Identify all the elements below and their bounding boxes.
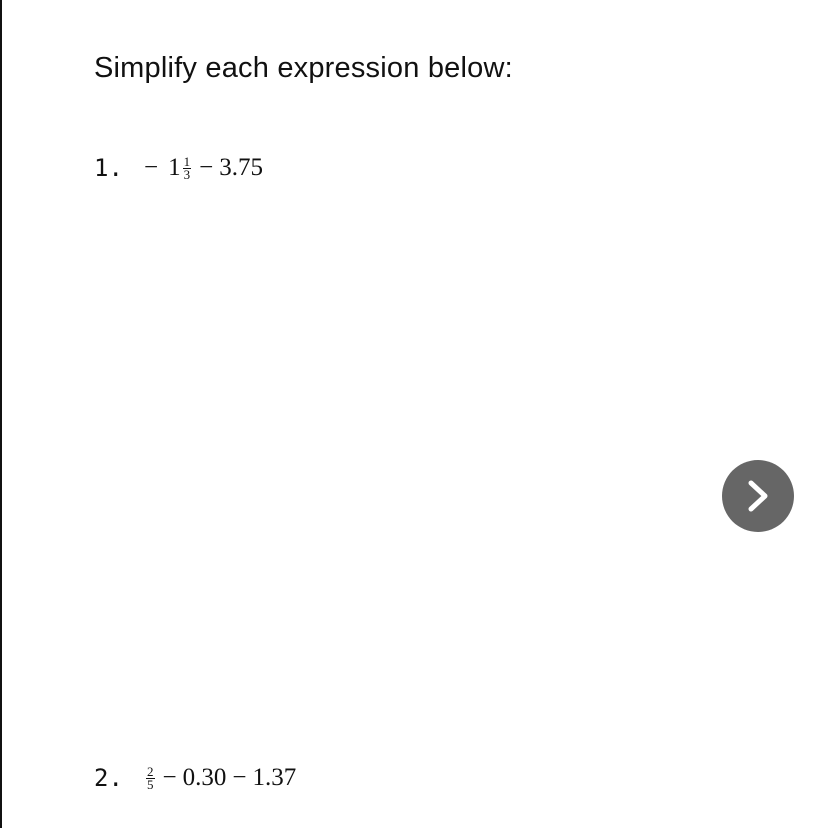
fraction xyxy=(146,763,155,792)
minus-operator: − xyxy=(232,764,247,791)
problem-2 xyxy=(94,764,296,792)
minus-sign: − xyxy=(144,154,159,181)
decimal-term: 3.75 xyxy=(219,154,263,181)
decimal-term: 0.30 xyxy=(182,764,227,791)
problem-number: 2. xyxy=(94,764,123,792)
problem-number: 1. xyxy=(94,154,123,182)
fraction-numerator: 1 xyxy=(183,153,191,169)
instructions-heading: Simplify each expression below: xyxy=(94,52,513,84)
problem-expression xyxy=(144,764,296,792)
fraction xyxy=(183,153,192,182)
fraction-denominator: 5 xyxy=(147,776,154,792)
decimal-term: 1.37 xyxy=(252,764,297,791)
next-button[interactable] xyxy=(722,460,794,532)
whole-number: 1 xyxy=(168,154,181,181)
chevron-right-icon xyxy=(743,478,773,514)
minus-operator: − xyxy=(162,764,177,791)
fraction-numerator: 2 xyxy=(147,763,154,779)
fraction-denominator: 3 xyxy=(183,166,191,182)
problem-expression xyxy=(144,154,263,182)
minus-operator: − xyxy=(199,154,214,181)
problem-1 xyxy=(94,154,263,182)
